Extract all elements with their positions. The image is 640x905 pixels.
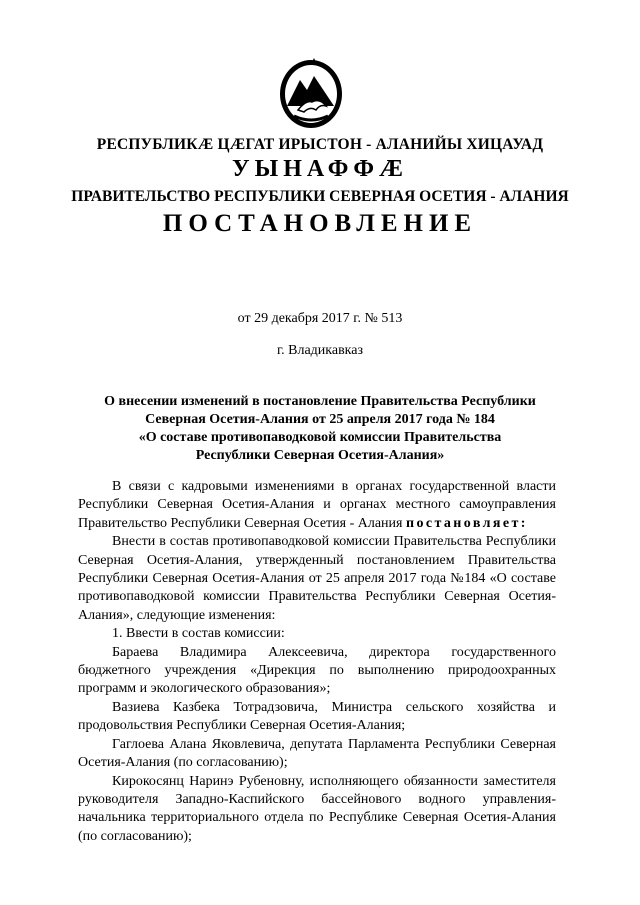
header-republic-ossetian: РЕСПУБЛИКӔ ЦӔГАТ ИРЫСТОН - АЛАНИЙЫ ХИЦАУАД	[96, 136, 544, 153]
preamble-text: В связи с кадровыми изменениями в органах государственной власти Республики Северная Осетия-Алания и органах местного самоуправления Правительство Республики Северная Осетия - Алания	[78, 479, 556, 531]
title-line-3: «О составе противопаводковой комиссии Правительства	[138, 430, 502, 445]
decree-date-number: от 29 декабря 2017 г. № 513	[237, 311, 403, 326]
paragraph-member-gagloev: Гаглоева Алана Яковлевича, депутата Парламента Республики Северная Осетия-Алания (по согласованию);	[78, 736, 556, 771]
title-line-4: Республики Северная Осетия-Алания»	[195, 448, 445, 463]
coat-of-arms-emblem	[276, 54, 346, 130]
decree-city: г. Владикавказ	[276, 343, 364, 358]
header-government-russian: ПРАВИТЕЛЬСТВО РЕСПУБЛИКИ СЕВЕРНАЯ ОСЕТИЯ - АЛАНИЯ	[71, 188, 569, 205]
paragraph-member-kirokosyants: Кирокосянц Наринэ Рубеновну, исполняющего обязанности заместителя руководителя Западно-Каспийского бассейнового водного управления-начальника территориального отдела по Республике Северная Осетия-Алания (по согласованию);	[78, 773, 556, 844]
decree-title	[70, 393, 570, 465]
resolves-word: постановляет:	[405, 515, 528, 531]
title-line-2: Северная Осетия-Алания от 25 апреля 2017 года № 184	[145, 412, 495, 427]
header-decree-russian: ПОСТАНОВЛЕНИЕ	[162, 210, 478, 237]
header-decree-ossetian: УЫНАФФӔ	[232, 156, 408, 182]
paragraph-member-vaziev: Вазиева Казбека Тотрадзовича, Министра сельского хозяйства и продовольствия Республики Северная Осетия-Алания;	[78, 699, 556, 734]
paragraph-member-baraev: Бараева Владимира Алексеевича, директора государственного бюджетного учреждения «Дирекция по выполнению природоохранных программ и экологического образования»;	[78, 644, 556, 697]
paragraph-item-1: 1. Ввести в состав комиссии:	[112, 626, 285, 642]
title-line-1: О внесении изменений в постановление Правительства Республики	[104, 394, 536, 409]
paragraph-amend: Внести в состав противопаводковой комиссии Правительства Республики Северная Осетия-Алания, утвержденный постановлением Правительства Республики Северная Осетия-Алания от 25 апреля 2017 года №184 «О составе противопаводковой комиссии Правительства Республики Северная Осетия-Алания», следующие изменения:	[78, 534, 556, 623]
paragraph-preamble	[78, 478, 556, 533]
decree-body	[78, 478, 556, 846]
